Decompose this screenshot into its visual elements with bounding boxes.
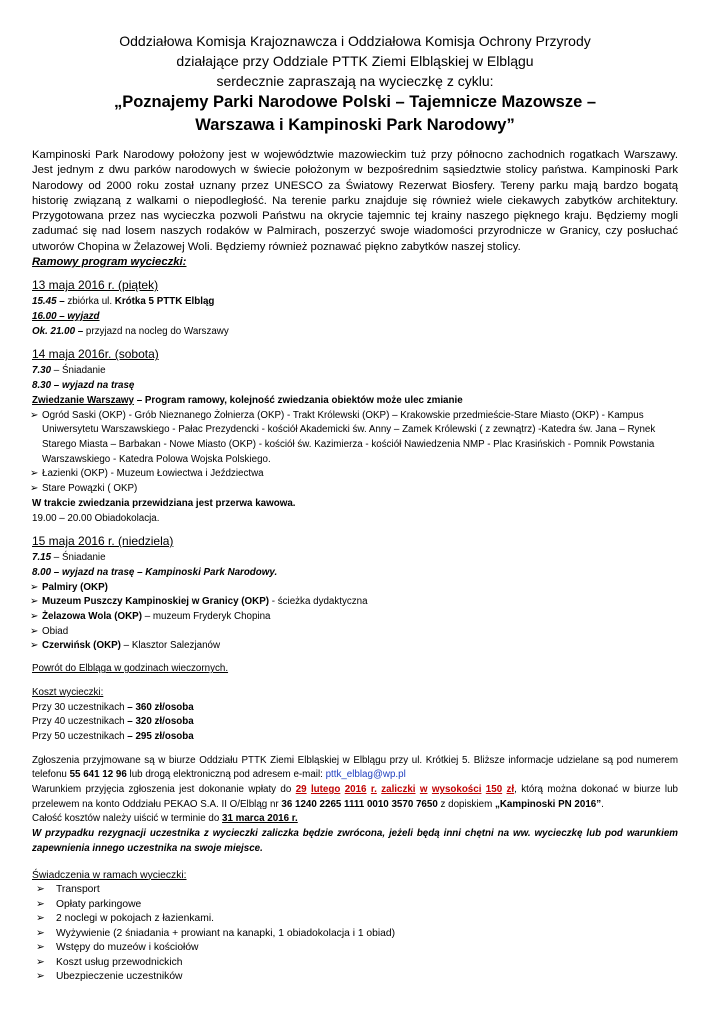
header-line-1: Oddziałowa Komisja Krajoznawcza i Oddziałowa Komisja Ochrony Przyrody (119, 33, 591, 49)
arrow-bullet-icon: ➢ (36, 898, 45, 910)
cancellation-note: W przypadku rezygnacji uczestnika z wycieczki zaliczka będzie zwrócona, jeżeli będą inni chętni na ww. wycieczkę lub pod warunkiem zapewnienia innego uczestnika na swoje miejsce. (32, 828, 678, 854)
trip-title-line-2: Warszawa i Kampinoski Park Narodowy” (195, 116, 515, 134)
arrow-bullet-icon: ➢ (30, 409, 39, 421)
arrow-bullet-icon: ➢ (30, 640, 39, 652)
payment-info: Warunkiem przyjęcia zgłoszenia jest dokonanie wpłaty do 29 lutego 2016 r. zaliczki w wysokości 150 zł, którą można dokonać w biurze lub przelewem na konto Oddziału PEKAO S.A. II O/Elbląg nr 36 1240 2265 1111 0010 3570 7650 z dopiskiem „Kampinoski PN 2016”. (32, 784, 678, 810)
arrow-bullet-icon: ➢ (36, 884, 45, 896)
list-item: ➢ Ogród Saski (OKP) - Grób Nieznanego Żołnierza (OKP) - Trakt Królewski (OKP) – Krakowskie przedmieście-Stare Miasto (OKP) - Kampus Uniwersytetu Warszawskiego - Pałac Prezydencki - kościół Akademicki św. Anny – Zamek Królewski ( z zewnątrz) -Katedra św. Jana – Rynek Starego Miasta – Barbakan - Nowe Miasto (OKP) - kościół św. Kazimierza - kościół Nawiedzenia NMP - Plac Krasińskich - Pomnik Powstania Warszawskiego - Katedra Polowa Wojska Polskiego. (30, 409, 656, 465)
dinner-line: 19.00 – 20.00 Obiadokolacja. (32, 512, 160, 524)
trip-title (32, 91, 678, 137)
list-item: ➢ Wyżywienie (2 śniadania + prowiant na kanapki, 1 obiadokolacja i 1 obiad) (32, 927, 678, 942)
day-2-line-1: 7.30 – Śniadanie (32, 365, 106, 377)
services-label: Świadczenia w ramach wycieczki: (32, 869, 187, 881)
payment-deadline: Całość kosztów należy uiścić w terminie do 31 marca 2016 r. (32, 813, 298, 825)
services-list (32, 883, 678, 985)
list-item: ➢ Koszt usług przewodnickich (32, 956, 678, 971)
arrow-bullet-icon: ➢ (30, 625, 39, 637)
cost-row: Przy 50 uczestnikach – 295 zł/osoba (32, 730, 194, 742)
day-1-date: 13 maja 2016 r. (piątek) (32, 278, 159, 293)
registration-info: Zgłoszenia przyjmowane są w biurze Oddziału PTTK Ziemi Elbląskiej w Elblągu przy ul. Krótkiej 5. Bliższe informacje udzielane są pod numerem telefonu 55 641 12 96 lub drogą elektroniczną pod adresem e-mail: pttk_elblag@wp.pl (32, 754, 678, 781)
costs-label: Koszt wycieczki: (32, 686, 104, 698)
email-link[interactable]: pttk_elblag@wp.pl (325, 769, 406, 781)
arrow-bullet-icon: ➢ (36, 942, 45, 954)
list-item: ➢ Stare Powązki ( OKP) (32, 482, 678, 497)
list-item: ➢ Ubezpieczenie uczestników (32, 970, 678, 985)
cost-row: Przy 40 uczestnikach – 320 zł/osoba (32, 716, 194, 728)
day-3-date: 15 maja 2016 r. (niedziela) (32, 534, 174, 549)
list-item: ➢ Transport (32, 883, 678, 898)
list-item: ➢ Żelazowa Wola (OKP) – muzeum Fryderyk Chopina (32, 610, 678, 625)
day-3-line-1: 7.15 – Śniadanie (32, 552, 106, 564)
arrow-bullet-icon: ➢ (30, 483, 39, 495)
list-item: ➢ Wstępy do muzeów i kościołów (32, 941, 678, 956)
list-item: ➢ Palmiry (OKP) (32, 581, 678, 596)
day-3-line-2: 8.00 – wyjazd na trasę – Kampinoski Park Narodowy. (32, 566, 278, 578)
arrow-bullet-icon: ➢ (36, 971, 45, 983)
header-line-3: serdecznie zapraszają na wycieczkę z cyklu: (216, 73, 494, 89)
list-item: ➢ Opłaty parkingowe (32, 898, 678, 913)
list-item: ➢ Muzeum Puszczy Kampinoskiej w Granicy (OKP) - ścieżka dydaktyczna (32, 595, 678, 610)
header-line-2: działające przy Oddziale PTTK Ziemi Elbląskiej w Elblągu (176, 53, 534, 69)
coffee-break-note: W trakcie zwiedzania przewidziana jest przerwa kawowa. (32, 497, 296, 509)
day-2-date: 14 maja 2016r. (sobota) (32, 347, 159, 362)
arrow-bullet-icon: ➢ (30, 468, 39, 480)
trip-title-line-1: „Poznajemy Parki Narodowe Polski – Tajemnicze Mazowsze – (113, 93, 597, 111)
header (32, 0, 678, 91)
arrow-bullet-icon: ➢ (36, 956, 45, 968)
arrow-bullet-icon: ➢ (30, 596, 39, 608)
day-2-line-3: Zwiedzanie Warszawy – Program ramowy, kolejność zwiedzania obiektów może ulec zmianie (32, 394, 463, 406)
list-item: ➢ 2 noclegi w pokojach z łazienkami. (32, 912, 678, 927)
arrow-bullet-icon: ➢ (30, 581, 39, 593)
list-item: ➢ Obiad (32, 625, 678, 640)
return-note: Powrót do Elbląga w godzinach wieczornych. (32, 663, 229, 675)
day-1-line-1: 15.45 – zbiórka ul. Krótka 5 PTTK Elbląg (32, 296, 215, 308)
day-1-line-3: Ok. 21.00 – przyjazd na nocleg do Warszawy (32, 325, 229, 337)
day-1-line-2: 16.00 – wyjazd (32, 311, 100, 323)
arrow-bullet-icon: ➢ (36, 913, 45, 925)
day-2-line-2: 8.30 – wyjazd na trasę (32, 380, 135, 392)
list-item: ➢ Łazienki (OKP) - Muzeum Łowiectwa i Jeździectwa (32, 467, 678, 482)
list-item: ➢ Czerwińsk (OKP) – Klasztor Salezjanów (32, 639, 678, 654)
intro-paragraph: Kampinoski Park Narodowy położony jest w województwie mazowieckim tuż przy północno zachodnich rogatkach Warszawy. Jest jednym z dwu parków narodowych w świecie położonym w bezpośrednim sąsiedztwie stolicy państwa. Kampinoski Park Narodowy od 2000 roku został uznany przez UNESCO za Światowy Rezerwat Biosfery. Tereny parku mają bardzo bogatą historię związaną z walkami o niepodległość. Na terenie parku znajduje się również wiele ciekawych zabytków architektury. Przygotowana przez nas wycieczka pozwoli Państwu na okrycie tajemnic tej krainy naszego pięknego kraju. Będziemy mogli zadumać się nad losem naszych rodaków w Palmirach, poszerzyć swoje wiadomości przyrodnicze w Granicy, czy posłuchać utworów Chopina w Żelazowej Woli. Będziemy również poznawać piękno zabytków naszej stolicy. (32, 149, 678, 253)
cost-row: Przy 30 uczestnikach – 360 zł/osoba (32, 701, 194, 713)
program-label: Ramowy program wycieczki: (32, 256, 187, 269)
arrow-bullet-icon: ➢ (36, 927, 45, 939)
arrow-bullet-icon: ➢ (30, 611, 39, 623)
